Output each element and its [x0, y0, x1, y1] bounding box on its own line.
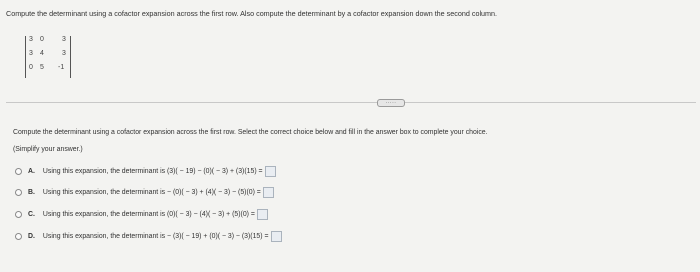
matrix-row [26, 50, 70, 64]
instruction-text: Compute the determinant using a cofactor expansion across the first row. Select the correct choice below and fill in the answer box to complete your choice. [13, 129, 488, 136]
matrix-cell: 0 [29, 64, 33, 71]
matrix [25, 36, 71, 78]
matrix-cell: 3 [62, 36, 66, 43]
matrix-cell: -1 [58, 64, 65, 71]
radio-button[interactable] [15, 211, 22, 218]
matrix-cell: 3 [29, 36, 33, 43]
hint-text: (Simplify your answer.) [13, 146, 83, 153]
radio-button[interactable] [15, 189, 22, 196]
radio-button[interactable] [15, 233, 22, 240]
radio-button[interactable] [15, 168, 22, 175]
option-text: Using this expansion, the determinant is (3)( − 19) − (0)( − 3) + (3)(15) = [42, 167, 263, 175]
option-a[interactable] [15, 165, 276, 177]
expand-button[interactable]: ····· [377, 99, 405, 107]
question-text: Compute the determinant using a cofactor expansion across the first row. Also compute the determinant by a cofactor expansion down the second column. [6, 9, 498, 18]
option-b[interactable] [15, 186, 274, 198]
option-letter: C. [28, 210, 35, 218]
option-text: Using this expansion, the determinant is (0)( − 3) − (4)( − 3) + (5)(0) = [42, 210, 255, 218]
matrix-cell: 3 [62, 50, 66, 57]
matrix-cell: 5 [40, 64, 44, 71]
matrix-row [26, 64, 70, 78]
option-text: Using this expansion, the determinant is − (0)( − 3) + (4)( − 3) − (5)(0) = [42, 188, 261, 196]
matrix-cell: 0 [40, 36, 44, 43]
answer-input[interactable] [265, 166, 276, 177]
divider [6, 102, 696, 103]
answer-input[interactable] [271, 231, 282, 242]
option-d[interactable] [15, 230, 282, 242]
answer-input[interactable] [263, 187, 274, 198]
option-letter: B. [28, 188, 35, 196]
option-letter: D. [28, 232, 35, 240]
option-c[interactable] [15, 208, 268, 220]
answer-input[interactable] [257, 209, 268, 220]
option-letter: A. [28, 167, 35, 175]
matrix-cell: 4 [40, 50, 44, 57]
option-text: Using this expansion, the determinant is − (3)( − 19) + (0)( − 3) − (3)(15) = [42, 232, 269, 240]
matrix-cell: 3 [29, 50, 33, 57]
matrix-row [26, 36, 70, 50]
